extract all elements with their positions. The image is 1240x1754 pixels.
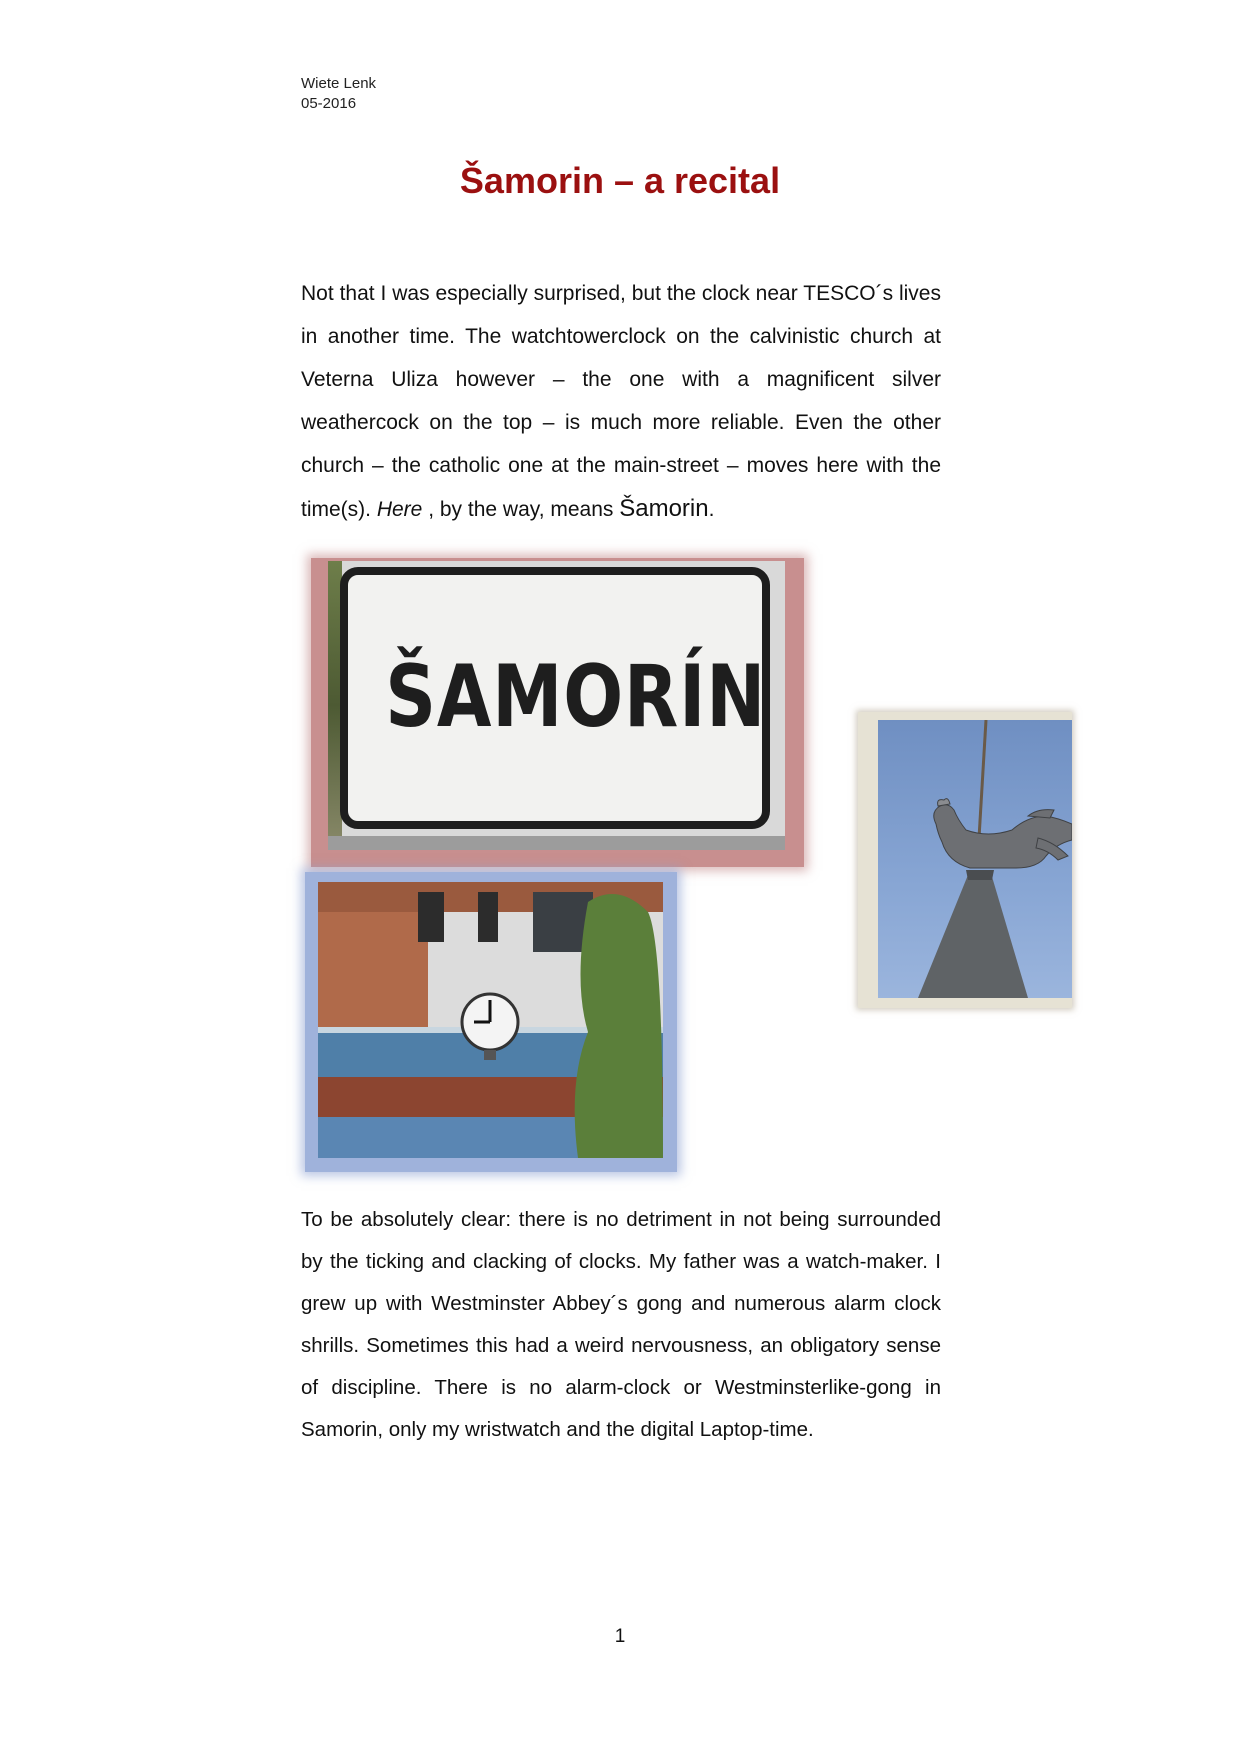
paragraph-intro-text-a: Not that I was especially surprised, but the clock near TESCO´s lives in another time. The watchtowerclock on the calvinistic church at Veterna Uliza however – the one with a magnificent silver weathercock on the top – is much more reliable. Even the other church – the catholic one at the main-street – moves here with the time(s). <box>301 282 941 521</box>
window <box>418 892 444 942</box>
paragraph-intro <box>301 272 941 531</box>
clock-building-illustration <box>318 882 663 1158</box>
town-sign-text: ŠAMORÍN <box>385 647 767 747</box>
tree-foliage <box>575 894 663 1158</box>
clock-photo-frame <box>305 872 677 1172</box>
paragraph-intro-text-b: , by the way, means <box>422 498 620 521</box>
paragraph-clocks: To be absolutely clear: there is no detriment in not being surrounded by the ticking and clacking of clocks. My father was a watch-maker. I grew up with Westminster Abbey´s gong and numerous alarm clock shrills. Sometimes this had a weird nervousness, an obligatory sense of discipline. There is no alarm-clock or Westminsterlike-gong in Samorin, only my wristwatch and the digital Laptop-time. <box>301 1208 941 1441</box>
town-sign-plate <box>340 567 770 829</box>
window <box>478 892 498 942</box>
spire-roof <box>918 870 1028 998</box>
weathercock-photo-frame <box>858 712 1072 1008</box>
paragraph-intro-text-c: . <box>708 498 715 521</box>
sign-bracket <box>328 836 785 850</box>
document-title: Šamorin – a recital <box>459 160 781 201</box>
spire-collar <box>966 870 994 880</box>
weathercock-illustration <box>878 720 1072 998</box>
author-name: Wiete Lenk <box>301 75 377 92</box>
town-sign-photo <box>328 561 785 850</box>
page-number: 1 <box>614 1626 626 1647</box>
weathercock-photo <box>878 720 1072 998</box>
document-date: 05-2016 <box>301 95 357 112</box>
town-sign-photo-frame <box>311 558 804 867</box>
document-header <box>301 74 376 114</box>
weathercock-icon <box>934 799 1072 868</box>
paragraph-intro-town: Šamorin <box>619 495 709 522</box>
clock-photo <box>318 882 663 1158</box>
paragraph-intro-emphasis: Here <box>376 498 423 521</box>
